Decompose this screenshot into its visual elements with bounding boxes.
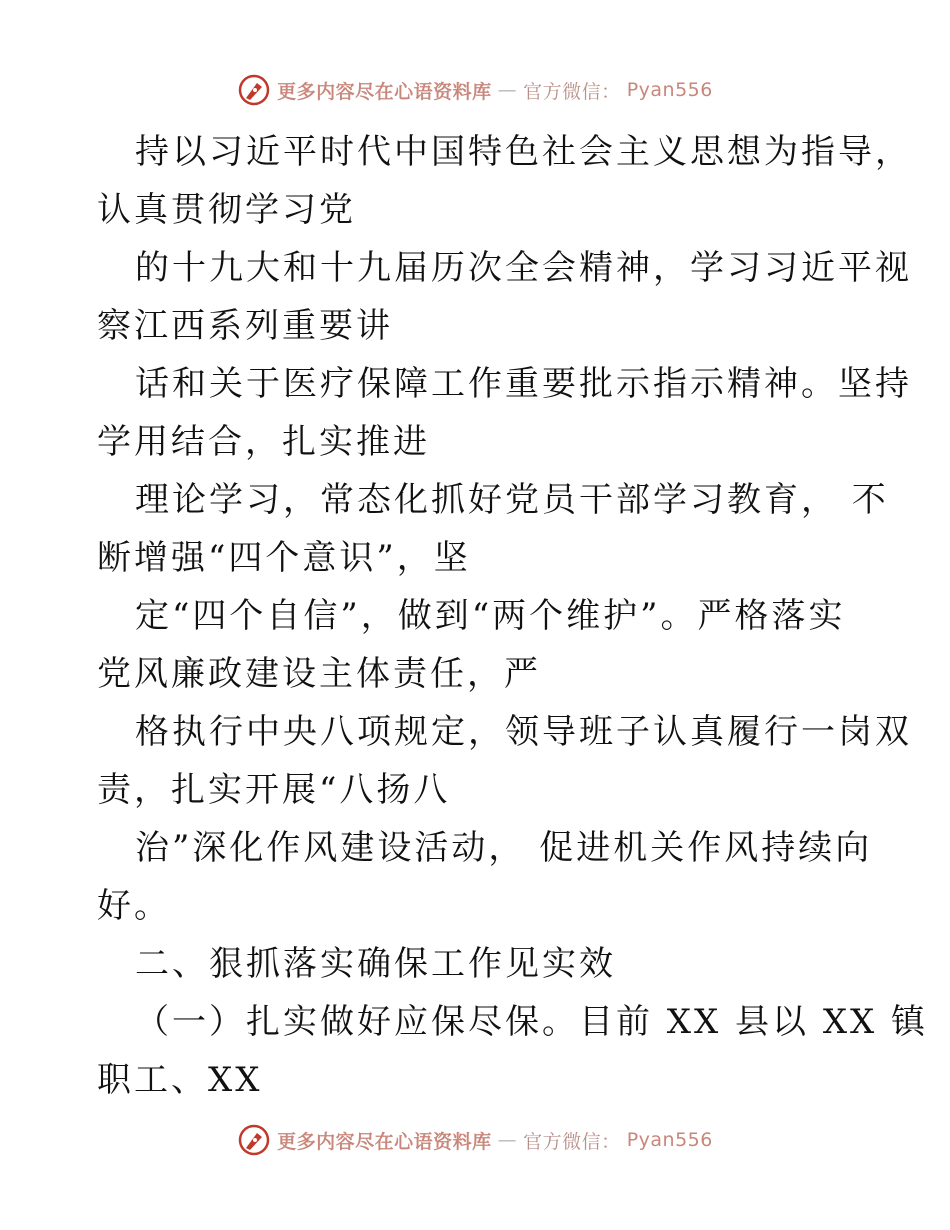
paragraph-line: 定“四个自信”，做到“两个维护”。严格落实 bbox=[135, 596, 846, 636]
section-heading: 二、狠抓落实确保工作见实效 bbox=[135, 944, 616, 984]
document-body bbox=[97, 123, 929, 1109]
paragraph-line: 的十九大和十九届历次全会精神，学习习近平视 bbox=[135, 248, 912, 288]
paragraph-line: 学用结合，扎实推进 bbox=[97, 422, 430, 462]
watermark-wechat-id: Pyan556 bbox=[626, 79, 713, 101]
watermark-inner bbox=[237, 73, 713, 107]
paragraph-line: 责，扎实开展“八扬八 bbox=[97, 770, 451, 810]
paragraph-line: 格执行中央八项规定，领导班子认真履行一岗双 bbox=[135, 712, 912, 752]
header-watermark bbox=[0, 70, 950, 110]
watermark-label: 官方微信： bbox=[523, 1130, 621, 1153]
footer-watermark bbox=[0, 1120, 950, 1160]
pen-nib-logo-icon bbox=[237, 73, 271, 107]
paragraph-line: 治”深化作风建设活动， 促进机关作风持续向 bbox=[135, 828, 873, 868]
paragraph-line: 话和关于医疗保障工作重要批示指示精神。坚持 bbox=[135, 364, 912, 404]
paragraph-line: 察江西系列重要讲 bbox=[97, 306, 393, 346]
pen-nib-logo-icon bbox=[237, 1123, 271, 1157]
subsection-line: （一）扎实做好应保尽保。目前 XX 县以 XX 镇 bbox=[135, 1002, 929, 1042]
watermark-label: 官方微信： bbox=[523, 80, 621, 103]
paragraph-line: 党风廉政建设主体责任，严 bbox=[97, 654, 541, 694]
watermark-separator: — bbox=[497, 1129, 518, 1151]
watermark-main-text: 更多内容尽在心语资料库 bbox=[277, 1130, 492, 1153]
subsection-line: 职工、XX bbox=[97, 1060, 263, 1100]
paragraph-line: 好。 bbox=[97, 886, 171, 926]
watermark-wechat-id: Pyan556 bbox=[626, 1129, 713, 1151]
paragraph-line: 理论学习，常态化抓好党员干部学习教育， 不 bbox=[135, 480, 889, 520]
paragraph-line: 断增强“四个意识”，坚 bbox=[97, 538, 471, 578]
paragraph-line: 认真贯彻学习党 bbox=[97, 190, 356, 230]
watermark-inner bbox=[237, 1123, 713, 1157]
watermark-main-text: 更多内容尽在心语资料库 bbox=[277, 80, 492, 103]
watermark-separator: — bbox=[497, 79, 518, 101]
paragraph-line: 持以习近平时代中国特色社会主义思想为指导， bbox=[135, 132, 912, 172]
